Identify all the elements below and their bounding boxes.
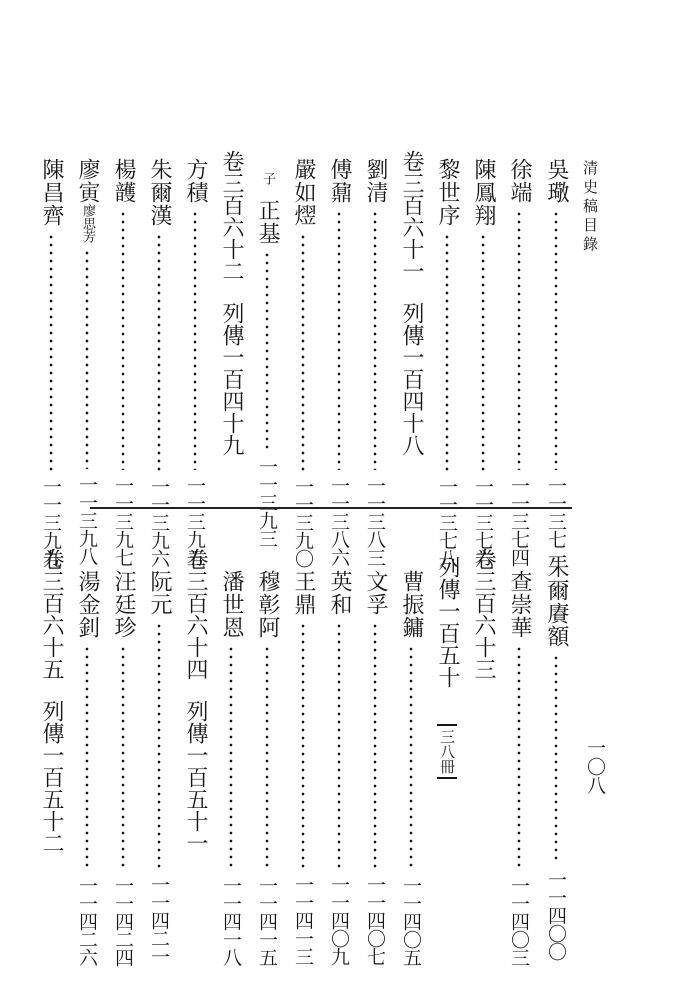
entry-name: 廖寅: [75, 158, 100, 204]
entry-page-number: 一一三九五: [184, 476, 206, 566]
toc-entry: [364, 570, 386, 965]
dot-leader: [373, 622, 377, 869]
toc-entry: [76, 158, 98, 565]
volume-tag: 三八冊: [437, 724, 457, 779]
entry-name: 嚴如熤: [291, 158, 316, 227]
entry-page-number: 一一四二四: [112, 876, 134, 966]
dot-leader: [49, 233, 53, 471]
dot-leader: [301, 233, 305, 471]
entry-page-number: 一一三九〇: [292, 477, 314, 567]
biography-series: 列傳一百五十一: [183, 700, 208, 854]
entry-name: 陳鳳翔: [471, 158, 496, 227]
toc-entry: [184, 158, 206, 566]
dot-leader: [445, 233, 449, 471]
entry-page-number: 一一三九八: [76, 475, 98, 565]
entry-page-number: 一一四〇五: [400, 876, 422, 966]
entry-page-number: 一一四二一: [148, 875, 170, 965]
entry-name: 穆彰阿: [255, 570, 280, 639]
entry-page-number: 一一三七六: [472, 477, 494, 567]
entry-page-number: 一一三七一: [545, 476, 567, 566]
volume-number: 卷三百六十三: [471, 548, 496, 680]
dot-leader: [554, 210, 558, 470]
entry-name: 阮元: [147, 570, 172, 616]
biography-series: 列傳一百四十九: [219, 302, 244, 456]
entry-name: 潘世恩: [219, 570, 244, 639]
toc-entry: [112, 158, 134, 566]
toc-entry: [148, 570, 170, 965]
entry-page-number: 一一三九六: [148, 477, 170, 567]
dot-leader: [121, 210, 125, 470]
toc-entry: [220, 570, 242, 966]
entry-note: 廖思芳: [80, 204, 95, 243]
volume-number: 卷三百六十二: [219, 150, 244, 282]
toc-entry: [40, 158, 62, 567]
biography-series: 列傳一百五十二: [39, 700, 64, 854]
toc-entry: [545, 158, 567, 566]
toc-entry: [292, 158, 314, 567]
entry-page-number: 一一四二六: [76, 876, 98, 966]
dot-leader: [409, 645, 413, 870]
dot-leader: [85, 645, 89, 870]
entry-page-number: 一一三九七: [112, 476, 134, 566]
toc-entry: [328, 570, 350, 965]
entry-name: 查崇華: [507, 570, 532, 639]
toc-entry: [472, 158, 494, 567]
entry-page-number: 一一三七四: [508, 476, 530, 566]
entry-name: 陳昌齊: [39, 158, 64, 227]
volume-heading: [436, 556, 458, 779]
volume-heading: [472, 548, 494, 680]
entry-page-number: 一一四〇〇: [545, 870, 567, 960]
biography-series: 列傳一百五十: [435, 556, 460, 688]
entry-name: 英和: [327, 570, 352, 616]
entry-page-number: 一一三八六: [328, 476, 350, 566]
volume-heading: [40, 548, 62, 854]
entry-page-number: 一一四一三: [292, 875, 314, 965]
toc-entry: [76, 570, 98, 966]
entry-name: 吳璥: [544, 158, 569, 204]
toc-entry: [436, 158, 458, 567]
dot-leader: [337, 622, 341, 869]
toc-entry: [256, 172, 278, 547]
entry-name: 朱爾漢: [147, 158, 172, 227]
entry-name: 徐端: [507, 158, 532, 204]
dot-leader: [517, 210, 521, 470]
dot-leader: [265, 645, 269, 870]
entry-name: 傅鼐: [327, 158, 352, 204]
entry-page-number: 一一三八三: [364, 476, 386, 566]
toc-entry: [256, 570, 278, 966]
page-number: 一〇八: [584, 738, 606, 795]
entry-name: 曹振鏞: [399, 570, 424, 639]
entry-name: 湯金釗: [75, 570, 100, 639]
volume-number: 卷三百六十四: [183, 548, 208, 680]
dot-leader: [517, 645, 521, 870]
dot-leader: [85, 249, 89, 469]
dot-leader: [157, 233, 161, 471]
toc-entry: [508, 158, 530, 566]
toc-entry: [112, 570, 134, 966]
entry-name: 朱爾賡額: [544, 556, 569, 648]
volume-heading: [220, 150, 242, 456]
toc-entry: [508, 570, 530, 966]
dot-leader: [301, 622, 305, 869]
entry-page-number: 一一四一八: [220, 876, 242, 966]
volume-number: 卷三百六十一: [399, 150, 424, 282]
entry-note: 子: [260, 172, 275, 185]
toc-entry: [364, 158, 386, 566]
volume-heading: [184, 548, 206, 854]
entry-name: 黎世序: [435, 158, 460, 227]
dot-leader: [373, 210, 377, 470]
toc-entry: [292, 570, 314, 965]
entry-page-number: 一一三七八: [436, 477, 458, 567]
dot-leader: [481, 233, 485, 471]
volume-heading: [400, 150, 422, 456]
dot-leader: [229, 645, 233, 870]
entry-page-number: 一一四一五: [256, 876, 278, 966]
entry-name: 汪廷珍: [111, 570, 136, 639]
entry-name: 楊頀: [111, 158, 136, 204]
entry-name: 正基: [255, 199, 280, 245]
toc-entry: [545, 556, 567, 960]
volume-number: 卷三百六十五: [39, 548, 64, 680]
entry-page-number: 一一三九三: [256, 457, 278, 547]
entry-name: 劉清: [363, 158, 388, 204]
dot-leader: [157, 622, 161, 869]
dot-leader: [554, 654, 558, 864]
entry-page-number: 一一三九九: [40, 477, 62, 567]
dot-leader: [193, 210, 197, 470]
entry-page-number: 一一四〇九: [328, 875, 350, 965]
entry-name: 文孚: [363, 570, 388, 616]
dot-leader: [265, 251, 269, 451]
toc-entry: [148, 158, 170, 567]
toc-entry: [328, 158, 350, 566]
entry-name: 王鼎: [291, 570, 316, 616]
entry-page-number: 一一四〇三: [508, 876, 530, 966]
dot-leader: [337, 210, 341, 470]
entry-page-number: 一一四〇七: [364, 875, 386, 965]
toc-entry: [400, 570, 422, 966]
entry-name: 方積: [183, 158, 208, 204]
running-head: 清史稿目錄: [581, 160, 599, 255]
biography-series: 列傳一百四十八: [399, 302, 424, 456]
dot-leader: [121, 645, 125, 870]
